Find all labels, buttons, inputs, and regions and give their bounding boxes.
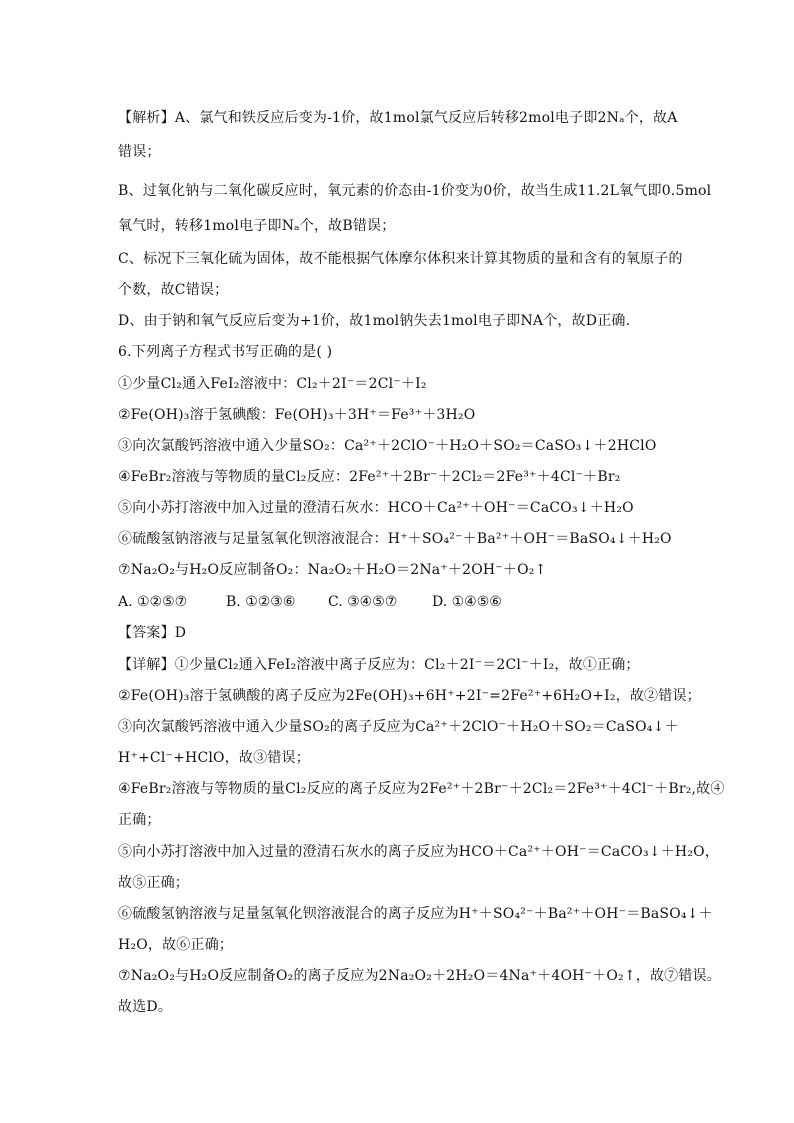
analysis-line-5: C、标况下三氧化硫为固体，故不能根据气体摩尔体积来计算其物质的量和含有的氧原子的 bbox=[118, 251, 683, 267]
analysis-line-6: 个数，故C错误； bbox=[118, 282, 229, 298]
explanation-line-6: 正确； bbox=[118, 812, 161, 828]
explanation-line-9: ⑥硫酸氢钠溶液与足量氢氧化钡溶液混合的离子反应为H⁺＋SO₄²⁻＋Ba²⁺＋OH⁻＝BaSO₄↓＋ bbox=[118, 906, 713, 922]
question-stem: 6.下列离子方程式书写正确的是( ) bbox=[118, 344, 333, 360]
explanation-line-5: ④FeBr₂溶液与等物质的量Cl₂反应的离子反应为2Fe²⁺＋2Br⁻＋2Cl₂＝2Fe³⁺＋4Cl⁻＋Br₂,故④ bbox=[118, 781, 725, 797]
option-c: C. ③④⑤⑦ bbox=[328, 594, 398, 610]
analysis-line-7: D、由于钠和氧气反应后变为+1价，故1mol钠失去1mol电子即NA个，故D正确. bbox=[118, 313, 631, 329]
explanation-line-4: H⁺+Cl⁻+HClO，故③错误； bbox=[118, 750, 310, 766]
explanation-line-12: 故选D。 bbox=[118, 999, 173, 1015]
explanation-line-3: ③向次氯酸钙溶液中通入少量SO₂的离子反应为Ca²⁺＋2ClO⁻＋H₂O＋SO₂＝CaSO₄↓＋ bbox=[118, 719, 679, 735]
explanation-line-10: H₂O，故⑥正确； bbox=[118, 937, 234, 953]
question-item-2: ②Fe(OH)₃溶于氢碘酸：Fe(OH)₃＋3H⁺＝Fe³⁺＋3H₂O bbox=[118, 407, 476, 423]
explanation-line-7: ⑤向小苏打溶液中加入过量的澄清石灰水的离子反应为HCO＋Ca²⁺＋OH⁻＝CaCO₃↓＋H₂O， bbox=[118, 844, 720, 860]
explanation-line-2: ②Fe(OH)₃溶于氢碘酸的离子反应为2Fe(OH)₃+6H⁺+2I⁻=2Fe²⁺+6H₂O+I₂，故②错误； bbox=[118, 688, 701, 704]
question-item-3: ③向次氯酸钙溶液中通入少量SO₂：Ca²⁺＋2ClO⁻＋H₂O＋SO₂＝CaSO₃↓＋2HClO bbox=[118, 438, 657, 454]
question-item-6: ⑥硫酸氢钠溶液与足量氢氧化钡溶液混合：H⁺＋SO₄²⁻＋Ba²⁺＋OH⁻＝BaSO₄↓＋H₂O bbox=[118, 531, 672, 547]
option-d: D. ①④⑤⑥ bbox=[432, 594, 502, 610]
question-item-4: ④FeBr₂溶液与等物质的量Cl₂反应：2Fe²⁺＋2Br⁻＋2Cl₂＝2Fe³⁺＋4Cl⁻＋Br₂ bbox=[118, 469, 621, 485]
explanation-line-8: 故⑤正确； bbox=[118, 875, 189, 891]
analysis-heading: 【解析】 bbox=[118, 110, 175, 126]
question-item-5: ⑤向小苏打溶液中加入过量的澄清石灰水：HCO＋Ca²⁺＋OH⁻＝CaCO₃↓＋H₂O bbox=[118, 500, 634, 516]
analysis-line-2: 错误； bbox=[118, 144, 161, 160]
question-item-1: ①少量Cl₂通入FeI₂溶液中：Cl₂＋2I⁻＝2Cl⁻＋I₂ bbox=[118, 376, 427, 392]
question-item-7: ⑦Na₂O₂与H₂O反应制备O₂：Na₂O₂＋H₂O＝2Na⁺＋2OH⁻＋O₂↑ bbox=[118, 562, 547, 578]
analysis-line-4: 氧气时，转移1mol电子即Nₐ个，故B错误； bbox=[118, 218, 396, 234]
option-b: B. ①②③⑥ bbox=[226, 594, 296, 610]
explanation-line-1: 【详解】①少量Cl₂通入FeI₂溶液中离子反应为：Cl₂＋2I⁻＝2Cl⁻＋I₂，故①正确； bbox=[118, 657, 640, 673]
explanation-line-11: ⑦Na₂O₂与H₂O反应制备O₂的离子反应为2Na₂O₂＋2H₂O＝4Na⁺＋4OH⁻＋O₂↑，故⑦错误。 bbox=[118, 968, 721, 984]
analysis-line-3: B、过氧化钠与二氧化碳反应时，氧元素的价态由-1价变为0价，故当生成11.2L氧气即0.5mol bbox=[118, 183, 712, 199]
analysis-line-1: 【解析】A、氯气和铁反应后变为-1价，故1mol氯气反应后转移2mol电子即2Nₐ个，故A bbox=[118, 110, 678, 126]
option-a: A. ①②⑤⑦ bbox=[118, 594, 188, 610]
answer-line: 【答案】D bbox=[118, 625, 187, 641]
